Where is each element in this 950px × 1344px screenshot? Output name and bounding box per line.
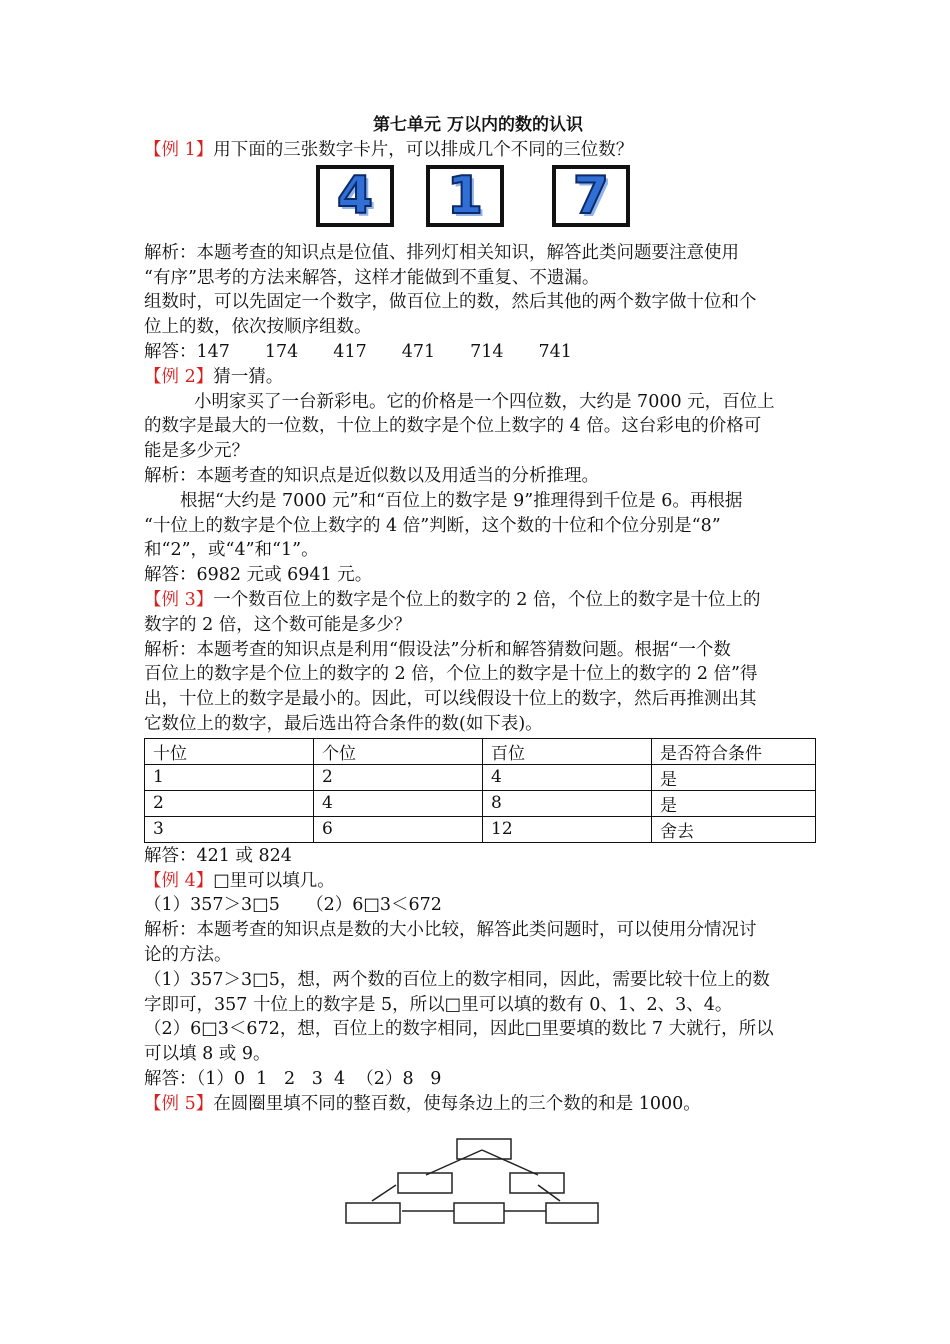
document-page [144, 112, 816, 1227]
table-cell: 8 [483, 790, 652, 816]
example-3-analysis-line: 出，十位上的数字是最小的。因此，可以线假设十位上的数字，然后再推测出其 [144, 689, 757, 710]
example-3-answer: 解答：421 或 824 [144, 845, 292, 866]
example-5-tag: 【例 5】 [144, 1093, 214, 1114]
example-2-analysis-line: “十位上的数字是个位上数字的 4 倍”判断，这个数的十位和个位分别是“8” [144, 515, 721, 536]
diagram-edge [372, 1185, 396, 1201]
example-4-analysis-line: 可以填 8 或 9。 [144, 1044, 271, 1065]
example-4-analysis-line: （1）357＞3□5，想，两个数的百位上的数字相同，因此，需要比较十位上的数 [144, 969, 770, 990]
table-cell: 1 [145, 764, 314, 790]
diagram-box-middle-right [510, 1173, 564, 1193]
table-row [145, 764, 816, 790]
example-3-question-line: 数字的 2 倍，这个数可能是多少？ [144, 614, 412, 635]
example-1-question: 【例 1】用下面的三张数字卡片，可以排成几个不同的三位数？ [144, 140, 634, 160]
diagram-box-bottom-right [546, 1203, 598, 1223]
example-2-answer: 解答：6982 元或 6941 元。 [144, 565, 373, 586]
diagram-edge [482, 1150, 538, 1175]
digit-card-7: 7 [552, 165, 630, 227]
table-header-cell: 十位 [145, 738, 314, 764]
example-1-analysis-line: “有序”思考的方法来解答，这样才能做到不重复、不遗漏。 [144, 267, 600, 288]
example-2-analysis-line: 和“2”，或“4”和“1”。 [144, 540, 319, 561]
table-header-cell: 个位 [314, 738, 483, 764]
table-header-cell: 百位 [483, 738, 652, 764]
table-cell: 是 [652, 790, 816, 816]
digit-cards [144, 165, 816, 237]
example-4-tag: 【例 4】 [144, 870, 214, 891]
example-2-problem-line: 小明家买了一台新彩电。它的价格是一个四位数，大约是 7000 元，百位上 [194, 391, 775, 412]
example-3-tag: 【例 3】 [144, 589, 214, 610]
table-cell: 4 [314, 790, 483, 816]
example-2-analysis-line: 解析：本题考查的知识点是近似数以及用适当的分析推理。 [144, 465, 599, 486]
example-4-question: 【例 4】□里可以填几。 [144, 870, 335, 891]
example-4-items: （1）357＞3□5 （2）6□3＜672 [144, 895, 442, 916]
diagram-box-bottom-left [346, 1203, 400, 1223]
example-2-question: 【例 2】猜一猜。 [144, 366, 284, 387]
table-cell: 2 [145, 790, 314, 816]
example-1-analysis-line: 位上的数，依次按顺序组数。 [144, 317, 372, 338]
example-2-problem-line: 能是多少元？ [144, 441, 249, 462]
example-4-answer: 解答：（1）0 1 2 3 4 （2）8 9 [144, 1068, 442, 1089]
triangle-box-diagram [144, 1117, 816, 1227]
digit-card-1: 1 [426, 165, 504, 227]
page-title: 第七单元 万以内的数的认识 [373, 115, 583, 135]
table-cell: 12 [483, 816, 652, 842]
example-3-analysis-line: 它数位上的数字，最后选出符合条件的数(如下表)。 [144, 713, 543, 734]
diagram-svg [144, 1117, 816, 1227]
digit-card-4: 4 [316, 165, 394, 227]
example-1-analysis-line: 解析：本题考查的知识点是位值、排列灯相关知识，解答此类问题要注意使用 [144, 242, 739, 263]
example-3-analysis-line: 百位上的数字是个位上的数字的 2 倍，个位上的数字是十位上的数字的 2 倍”得 [144, 664, 758, 685]
example-2-problem-line: 的数字是最大的一位数，十位上的数字是个位上数字的 4 倍。这台彩电的价格可 [144, 416, 762, 437]
example-3-question: 【例 3】一个数百位上的数字是个位上的数字的 2 倍，个位上的数字是十位上的 [144, 589, 761, 610]
example-1-tag: 【例 1】 [144, 140, 214, 160]
example-2-tag: 【例 2】 [144, 366, 214, 387]
example-2-analysis-line: 根据“大约是 7000 元”和“百位上的数字是 9”推理得到千位是 6。再根据 [180, 490, 743, 511]
diagram-edge [426, 1150, 482, 1175]
table-row [145, 816, 816, 842]
table-row [145, 790, 816, 816]
example-4-analysis-line: （2）6□3＜672，想，百位上的数字相同，因此□里要填的数比 7 大就行，所以 [144, 1019, 774, 1040]
diagram-box-bottom-middle [454, 1203, 504, 1223]
diagram-box-middle-left [398, 1173, 452, 1193]
table-header-row [145, 738, 816, 764]
example-1-analysis-line: 组数时，可以先固定一个数字，做百位上的数，然后其他的两个数字做十位和个 [144, 292, 757, 313]
digit-table [144, 738, 816, 843]
table-cell: 4 [483, 764, 652, 790]
table-cell: 是 [652, 764, 816, 790]
example-1-answer: 解答：147 174 417 471 714 741 [144, 341, 572, 362]
table-cell: 舍去 [652, 816, 816, 842]
example-5-question: 【例 5】在圆圈里填不同的整百数，使每条边上的三个数的和是 1000。 [144, 1093, 701, 1114]
example-3-analysis-line: 解析：本题考查的知识点是利用“假设法”分析和解答猜数问题。根据“一个数 [144, 639, 731, 660]
example-4-analysis-line: 解析：本题考查的知识点是数的大小比较，解答此类问题时，可以使用分情况讨 [144, 920, 757, 941]
example-4-analysis-line: 论的方法。 [144, 944, 232, 965]
table-cell: 6 [314, 816, 483, 842]
example-4-analysis-line: 字即可，357 十位上的数字是 5，所以□里可以填的数有 0、1、2、3、4。 [144, 994, 733, 1015]
table-cell: 2 [314, 764, 483, 790]
diagram-box-top [457, 1139, 511, 1159]
table-header-cell: 是否符合条件 [652, 738, 816, 764]
table-cell: 3 [145, 816, 314, 842]
